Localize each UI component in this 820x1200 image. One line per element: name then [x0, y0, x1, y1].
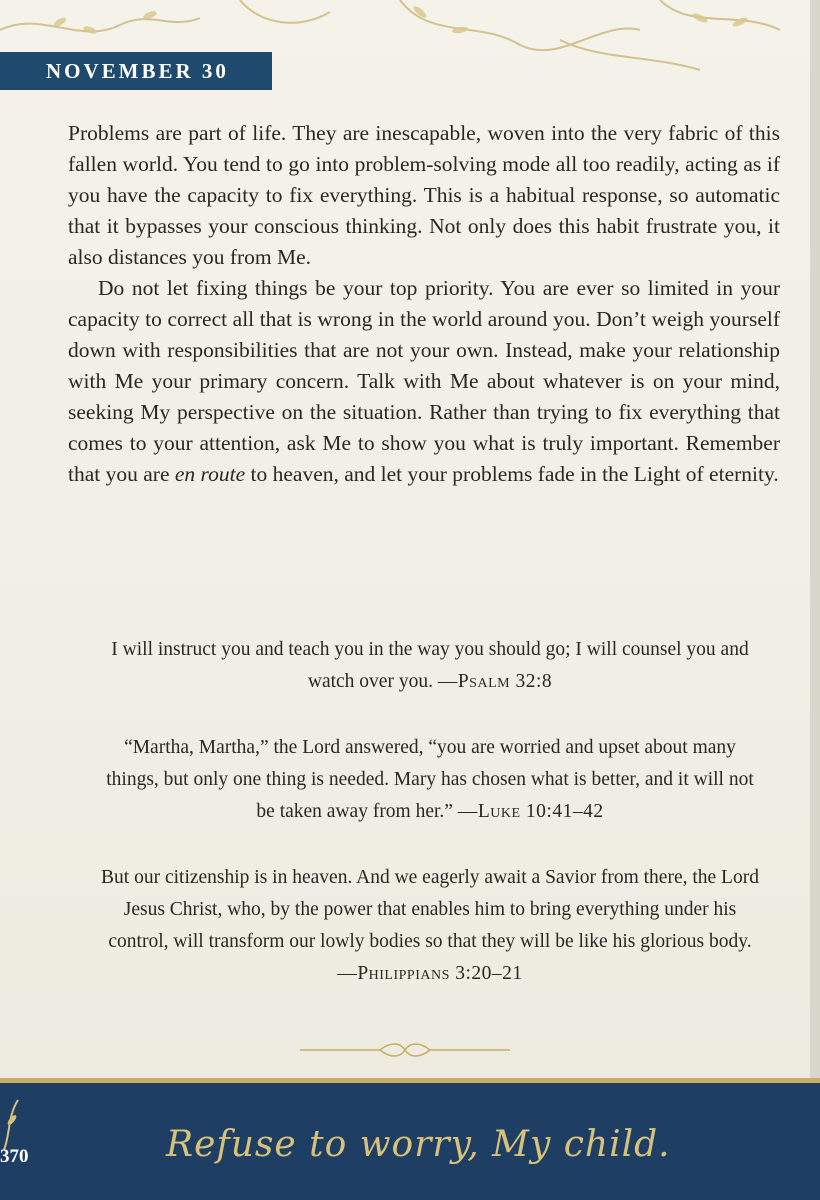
ornamental-divider — [300, 1040, 510, 1060]
verse-reference: —Luke 10:41–42 — [457, 801, 604, 822]
italic-phrase: en route — [174, 462, 246, 486]
paragraph-2-main: Do not let fixing things be your top priority. You are ever so limited in your capacity to correct all that is wrong in the world around you. Don’t weigh yourself down with responsibilities that are not your own. Instead, make your relationship with Me your primary concern. Talk with Me about whatever is on your mind, seeking My perspective on the situation. Rather than trying to fix everything that comes to your attention, ask Me to show you what is truly important. Remember that you are — [68, 276, 780, 486]
paragraph-1: Problems are part of life. They are inescapable, woven into the very fabric of this fallen world. You tend to go into problem-solving mode all too readily, acting as if you have the capacity to fix everything. This is a habitual response, so automatic that it bypasses your conscious thinking. Not only does this habit frustrate you, it also distances you from Me. — [68, 121, 780, 269]
verse-luke — [100, 732, 760, 828]
paragraph-2-end: to heaven, and let your problems fade in the Light of eternity. — [250, 462, 779, 486]
page-number: 370 — [0, 1146, 29, 1167]
scripture-verses — [100, 634, 760, 1024]
paragraph-2 — [68, 273, 780, 490]
footer-tagline: Refuse to worry, My child. — [166, 1124, 671, 1165]
verse-reference: —Psalm 32:8 — [437, 671, 553, 692]
date-banner: NOVEMBER 30 — [0, 52, 272, 90]
verse-psalm — [100, 634, 760, 698]
verse-text: But our citizenship is in heaven. And we eagerly await a Savior from there, the Lord Jesus Christ, who, by the power that enables him to bring everything under his control, will transform our lowly bodies so that they will be like his glorious body. — [101, 867, 759, 952]
devotional-text — [68, 118, 780, 490]
verse-reference: —Philippians 3:20–21 — [337, 963, 523, 984]
verse-philippians — [100, 862, 760, 990]
verse-text: “Martha, Martha,” the Lord answered, “you are worried and upset about many things, but only one thing is needed. Mary has chosen what is better, and it will not be taken away from her.” — [106, 737, 754, 822]
verse-text: I will instruct you and teach you in the way you should go; I will counsel you and watch over you. — [111, 639, 749, 692]
